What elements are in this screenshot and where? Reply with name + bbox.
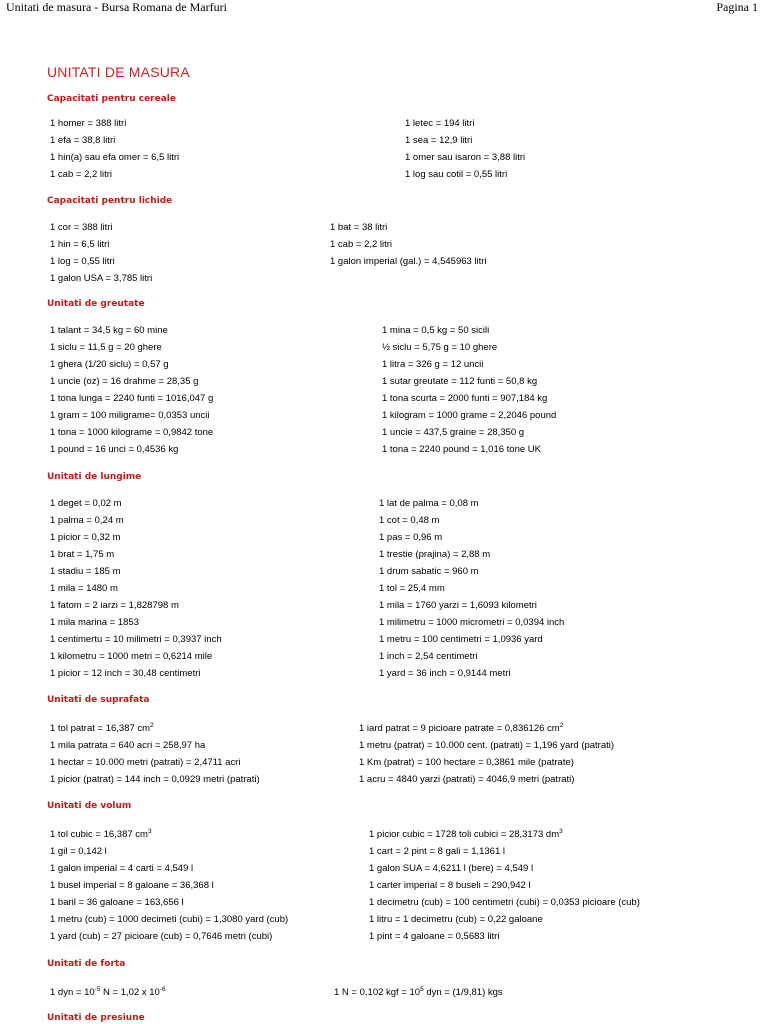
list-item: 1 tona = 2240 pound = 1,016 tone UK [382, 444, 541, 455]
list-item-text: N = 1,02 x 10 [100, 987, 160, 998]
list-item: 1 kilometru = 1000 metri = 0,6214 mile [50, 651, 213, 662]
list-item: 1 tol = 25,4 mm [379, 583, 445, 594]
list-item: 1 efa = 38,8 litri [50, 135, 116, 146]
list-item: 1 galon SUA = 4,6211 l (bere) = 4,549 l [369, 863, 534, 874]
list-item: ½ siclu = 5,75 g = 10 ghere [382, 342, 498, 353]
page-header [0, 0, 768, 18]
list-item: 1 gil = 0,142 l [50, 846, 107, 857]
section-title-forta: Unitati de forta [47, 959, 126, 969]
list-item: 1 busel imperial = 8 galoane = 36,368 l [50, 880, 214, 891]
superscript: -6 [159, 986, 166, 993]
list-item: 1 litra = 326 g = 12 uncii [382, 359, 484, 370]
list-item: 1 uncie = 437,5 graine = 28,350 g [382, 427, 525, 438]
list-item: 1 drum sabatic = 960 m [379, 566, 479, 577]
section-title-cereale: Capacitati pentru cereale [47, 94, 176, 104]
list-item: 1 inch = 2,54 centimetri [379, 651, 478, 662]
list-item: 1 picior = 12 inch = 30,48 centimetri [50, 668, 201, 679]
list-item: 1 carter imperial = 8 buseli = 290,942 l [369, 880, 531, 891]
list-item: 1 gram = 100 miligrame= 0,0353 uncii [50, 410, 210, 421]
document-header-title: Unitati de masura - Bursa Romana de Marfuri [6, 0, 227, 14]
list-item: 1 ghera (1/20 siclu) = 0,57 g [50, 359, 169, 370]
page-number: Pagina 1 [716, 0, 758, 14]
list-item: 1 uncie (oz) = 16 drahme = 28,35 g [50, 376, 199, 387]
list-item: 1 galon USA = 3,785 litri [50, 273, 153, 284]
list-item: 1 Km (patrat) = 100 hectare = 0,3861 mile (patrate) [359, 757, 574, 768]
list-item: 1 litru = 1 decimetru (cub) = 0,22 galoane [369, 914, 543, 925]
list-item: 1 cor = 388 litri [50, 222, 113, 233]
list-item: 1 acru = 4840 yarzi (patrati) = 4046,9 metri (patrati) [359, 774, 575, 785]
list-item: 1 log = 0,55 litri [50, 256, 115, 267]
list-item-text: 1 tol cubic = 16,387 cm [50, 829, 148, 840]
list-item-text: 1 N = 0,102 kgf = 10 [334, 987, 421, 998]
list-item: 1 metru (patrat) = 10.000 cent. (patrati) = 1,196 yard (patrati) [359, 740, 615, 751]
list-item: 1 metru = 100 centimetri = 1,0936 yard [379, 634, 543, 645]
list-item: 1 log sau cotil = 0,55 litri [405, 169, 508, 180]
list-item: 1 centimertu = 10 milimetri = 0,3937 inch [50, 634, 222, 645]
list-item: 1 hin(a) sau efa omer = 6,5 litri [50, 152, 180, 163]
superscript: 2 [559, 722, 564, 729]
list-item: 1 talant = 34,5 kg = 60 mine [50, 325, 168, 336]
list-item: 1 metru (cub) = 1000 decimeti (cubi) = 1,3080 yard (cub) [50, 914, 289, 925]
section-title-greutate: Unitati de greutate [47, 299, 145, 309]
list-item: 1 tona lunga = 2240 funti = 1016,047 g [50, 393, 214, 404]
list-item: 1 trestie (prajina) = 2,88 m [379, 549, 491, 560]
section-title-presiune: Unitati de presiune [47, 1013, 145, 1023]
superscript: -5 [94, 986, 101, 993]
list-item [334, 987, 503, 999]
list-item: 1 kilogram = 1000 grame = 2,2046 pound [382, 410, 557, 421]
list-item: 1 fatom = 2 iarzi = 1,828798 m [50, 600, 179, 611]
section-title-lungime: Unitati de lungime [47, 472, 142, 482]
list-item-text: 1 dyn = 10 [50, 987, 95, 998]
list-item: 1 palma = 0,24 m [50, 515, 124, 526]
section-title-lichide: Capacitati pentru lichide [47, 196, 173, 206]
list-item [50, 723, 154, 735]
list-item: 1 omer sau isaron = 3,88 litri [405, 152, 526, 163]
list-item: 1 pound = 16 unci = 0,4536 kg [50, 444, 179, 455]
list-item: 1 galon imperial = 4 carti = 4,549 l [50, 863, 194, 874]
list-item: 1 pint = 4 galoane = 0,5683 litri [369, 931, 500, 942]
list-item: 1 cab = 2,2 litri [50, 169, 113, 180]
list-item: 1 cab = 2,2 litri [330, 239, 393, 250]
list-item: 1 mila patrata = 640 acri = 258,97 ha [50, 740, 206, 751]
list-item: 1 yard (cub) = 27 picioare (cub) = 0,7646 metri (cubi) [50, 931, 273, 942]
list-item: 1 galon imperial (gal.) = 4,545963 litri [330, 256, 487, 267]
list-item: 1 stadiu = 185 m [50, 566, 121, 577]
list-item: 1 letec = 194 litri [405, 118, 475, 129]
list-item: 1 mila = 1480 m [50, 583, 118, 594]
list-item: 1 tona = 1000 kilograme = 0,9842 tone [50, 427, 214, 438]
list-item: 1 deget = 0,02 m [50, 498, 122, 509]
list-item-text: dyn = (1/9,81) kgs [423, 987, 503, 998]
list-item: 1 homer = 388 litri [50, 118, 127, 129]
section-title-suprafata: Unitati de suprafata [47, 695, 150, 705]
list-item: 1 mina = 0,5 kg = 50 sicili [382, 325, 490, 336]
list-item: 1 mila marina = 1853 [50, 617, 139, 628]
page-title: UNITATI DE MASURA [47, 64, 190, 80]
list-item: 1 picior = 0,32 m [50, 532, 121, 543]
list-item [50, 829, 152, 841]
list-item [369, 829, 563, 841]
list-item-text: 1 picior cubic = 1728 toli cubici = 28,3173 dm [369, 829, 560, 840]
list-item: 1 tona scurta = 2000 funti = 907,184 kg [382, 393, 548, 404]
list-item-text: 1 iard patrat = 9 picioare patrate = 0,836126 cm [359, 723, 560, 734]
list-item: 1 pas = 0,96 m [379, 532, 443, 543]
list-item: 1 cot = 0,48 m [379, 515, 440, 526]
superscript: 5 [420, 986, 424, 993]
list-item [359, 723, 563, 735]
list-item: 1 mila = 1760 yarzi = 1,6093 kilometri [379, 600, 537, 611]
list-item [50, 987, 166, 999]
list-item: 1 hectar = 10.000 metri (patrati) = 2,4711 acri [50, 757, 241, 768]
list-item: 1 cart = 2 pint = 8 gali = 1,1361 l [369, 846, 505, 857]
list-item: 1 yard = 36 inch = 0,9144 metri [379, 668, 511, 679]
list-item: 1 brat = 1,75 m [50, 549, 115, 560]
list-item: 1 hin = 6,5 litri [50, 239, 110, 250]
list-item: 1 sutar greutate = 112 funti = 50,8 kg [382, 376, 538, 387]
list-item: 1 milimetru = 1000 micrometri = 0,0394 inch [379, 617, 565, 628]
list-item: 1 picior (patrat) = 144 inch = 0,0929 metri (patrati) [50, 774, 260, 785]
superscript: 3 [559, 828, 563, 835]
superscript: 2 [150, 722, 154, 729]
list-item: 1 decimetru (cub) = 100 centimetri (cubi) = 0,0353 picioare (cub) [369, 897, 640, 908]
list-item: 1 siclu = 11,5 g = 20 ghere [50, 342, 162, 353]
list-item: 1 baril = 36 galoane = 163,656 l [50, 897, 184, 908]
list-item: 1 sea = 12,9 litri [405, 135, 473, 146]
superscript: 3 [147, 828, 152, 835]
list-item: 1 bat = 38 litri [330, 222, 388, 233]
section-title-volum: Unitati de volum [47, 801, 132, 811]
list-item: 1 lat de palma = 0,08 m [379, 498, 479, 509]
list-item-text: 1 tol patrat = 16,387 cm [50, 723, 151, 734]
